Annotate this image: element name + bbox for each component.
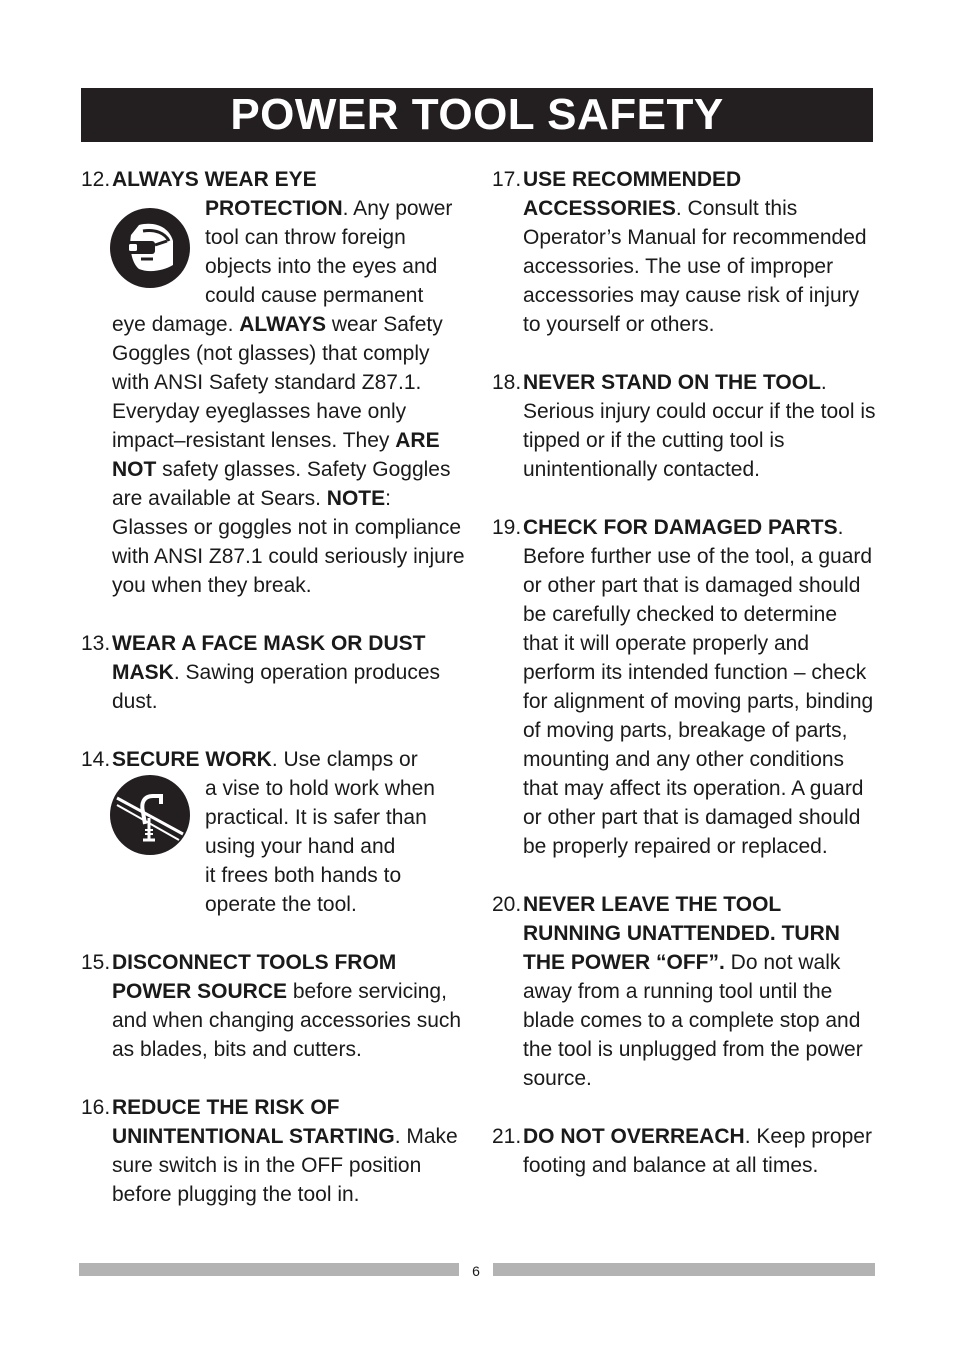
- item-number: 15.: [81, 951, 111, 974]
- left-column: [81, 165, 466, 1238]
- item-20-body: NEVER LEAVE THE TOOL RUNNING UNATTENDED. TURN THE POWER “OFF”. Do not walk away from a running tool until the blade comes to a complete stop and the tool is unplugged from the power source.: [523, 893, 863, 1090]
- item-14-line-4: using your hand and: [205, 835, 396, 858]
- footer-rule-right: [493, 1263, 875, 1276]
- item-12-line-3: tool can throw foreign: [205, 226, 406, 249]
- item-number: 12.: [81, 168, 111, 191]
- item-12-line-1: ALWAYS WEAR EYE: [112, 168, 317, 191]
- item-14-line-2: a vise to hold work when: [205, 777, 435, 800]
- item-number: 14.: [81, 748, 111, 771]
- page-title: POWER TOOL SAFETY: [81, 88, 873, 142]
- page-number: 6: [472, 1263, 480, 1279]
- safety-goggles-icon: [109, 207, 191, 289]
- item-14-line-6: operate the tool.: [205, 893, 357, 916]
- safety-item-15: [81, 948, 466, 1064]
- item-number: 16.: [81, 1096, 111, 1119]
- safety-item-16: [81, 1093, 466, 1209]
- item-number: 13.: [81, 632, 111, 655]
- item-13-body: WEAR A FACE MASK OR DUST MASK. Sawing operation produces dust.: [112, 632, 441, 713]
- safety-item-12: [81, 165, 466, 600]
- item-number: 20.: [492, 893, 522, 916]
- item-number: 17.: [492, 168, 522, 191]
- safety-item-13: [81, 629, 466, 716]
- item-14-line-1: SECURE WORK. Use clamps or: [112, 748, 418, 771]
- right-column: [492, 165, 877, 1209]
- safety-item-18: [492, 368, 877, 484]
- item-14-line-5: it frees both hands to: [205, 864, 402, 887]
- item-21-body: DO NOT OVERREACH. Keep proper footing and balance at all times.: [523, 1125, 872, 1177]
- item-number: 19.: [492, 516, 522, 539]
- item-12-line-2: PROTECTION. Any power: [205, 197, 453, 220]
- item-number: 18.: [492, 371, 522, 394]
- item-12-line-4: objects into the eyes and: [205, 255, 438, 278]
- item-12-body: eye damage. ALWAYS wear Safety Goggles (not glasses) that comply with ANSI Safety standard Z87.1. Everyday eyeglasses have only impact–resistant lenses. They ARE NOT safety glasses. Safety Goggles are available at Sears. NOTE: Glasses or goggles not in compliance with ANSI Z87.1 could seriously injure you when they break.: [112, 313, 465, 597]
- safety-item-17: [492, 165, 877, 339]
- safety-item-14: [81, 745, 466, 919]
- footer-rule-left: [79, 1263, 459, 1276]
- safety-item-19: [492, 513, 877, 861]
- item-number: 21.: [492, 1125, 522, 1148]
- item-19-body: CHECK FOR DAMAGED PARTS. Before further use of the tool, a guard or other part that is damaged should be carefully checked to determine that it will operate properly and perform its intended function – check for alignment of moving parts, binding of moving parts, breakage of parts, mounting and any other conditions that may affect its operation. A guard or other part that is damaged should be properly repaired or replaced.: [523, 516, 874, 858]
- safety-item-20: [492, 890, 877, 1093]
- item-12-line-5: could cause permanent: [205, 284, 424, 307]
- item-16-body: REDUCE THE RISK OF UNINTENTIONAL STARTING. Make sure switch is in the OFF position before plugging the tool in.: [112, 1096, 458, 1206]
- safety-item-21: [492, 1122, 877, 1180]
- item-14-line-3: practical. It is safer than: [205, 806, 427, 829]
- item-17-body: USE RECOMMENDED ACCESSORIES. Consult this Operator’s Manual for recommended accessories. The use of improper accessories may cause risk of injury to yourself or others.: [523, 168, 867, 336]
- item-18-body: NEVER STAND ON THE TOOL. Serious injury could occur if the tool is tipped or if the cutting tool is unintentionally contacted.: [523, 371, 876, 481]
- item-15-body: DISCONNECT TOOLS FROM POWER SOURCE before servicing, and when changing accessories such as blades, bits and cutters.: [112, 951, 462, 1061]
- clamp-icon: [109, 774, 191, 856]
